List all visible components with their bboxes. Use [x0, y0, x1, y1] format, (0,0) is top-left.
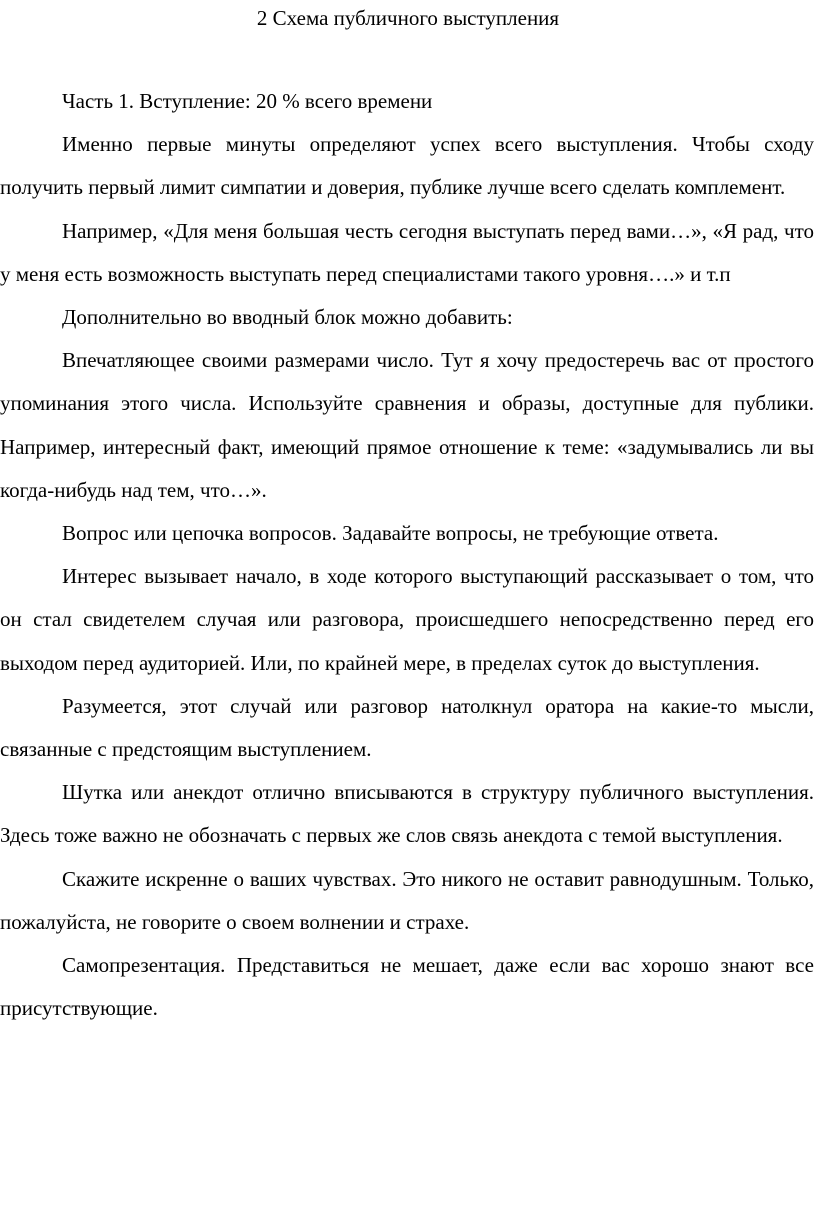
paragraph-feelings: Скажите искренне о ваших чувствах. Это никого не оставит равнодушным. Только, пожалуйста, не говорите о своем волнении и страхе. — [0, 866, 814, 934]
document-title: 2 Схема публичного выступления — [256, 6, 560, 30]
section-heading: Часть 1. Вступление: 20 % всего времени — [62, 89, 433, 113]
paragraph-self-presentation: Самопрезентация. Представиться не мешает, даже если вас хорошо знают все присутствующие. — [0, 953, 814, 1021]
paragraph-intro: Именно первые минуты определяют успех всего выступления. Чтобы сходу получить первый лимит симпатии и доверия, публике лучше всего сделать комплемент. — [0, 132, 814, 200]
paragraph-case: Разумеется, этот случай или разговор натолкнул оратора на какие-то мысли, связанные с предстоящим выступлением. — [0, 693, 814, 762]
paragraph-example: Например, «Для меня большая честь сегодня выступать перед вами…», «Я рад, что у меня есть возможность выступать перед специалистами такого уровня….» и т.п — [0, 218, 814, 286]
paragraph-questions: Вопрос или цепочка вопросов. Задавайте вопросы, не требующие ответа. — [62, 521, 719, 546]
paragraph-addition: Дополнительно во вводный блок можно добавить: — [62, 305, 513, 330]
document-body — [0, 80, 814, 1030]
paragraph-interest: Интерес вызывает начало, в ходе которого выступающий рассказывает о том, что он стал свидетелем случая или разговора, происшедшего непосредственно перед его выходом перед аудиторией. Или, по крайней мере, в пределах суток до выступления. — [0, 564, 814, 675]
paragraph-number: Впечатляющее своими размерами число. Тут я хочу предостеречь вас от простого упоминания этого числа. Используйте сравнения и образы, доступные для публики. Например, интересный факт, имеющий прямое отношение к теме: «задумывались ли вы когда-нибудь над тем, что…». — [0, 348, 814, 502]
paragraph-joke: Шутка или анекдот отлично вписываются в структуру публичного выступления. Здесь тоже важно не обозначать с первых же слов связь анекдота с темой выступления. — [0, 780, 814, 848]
